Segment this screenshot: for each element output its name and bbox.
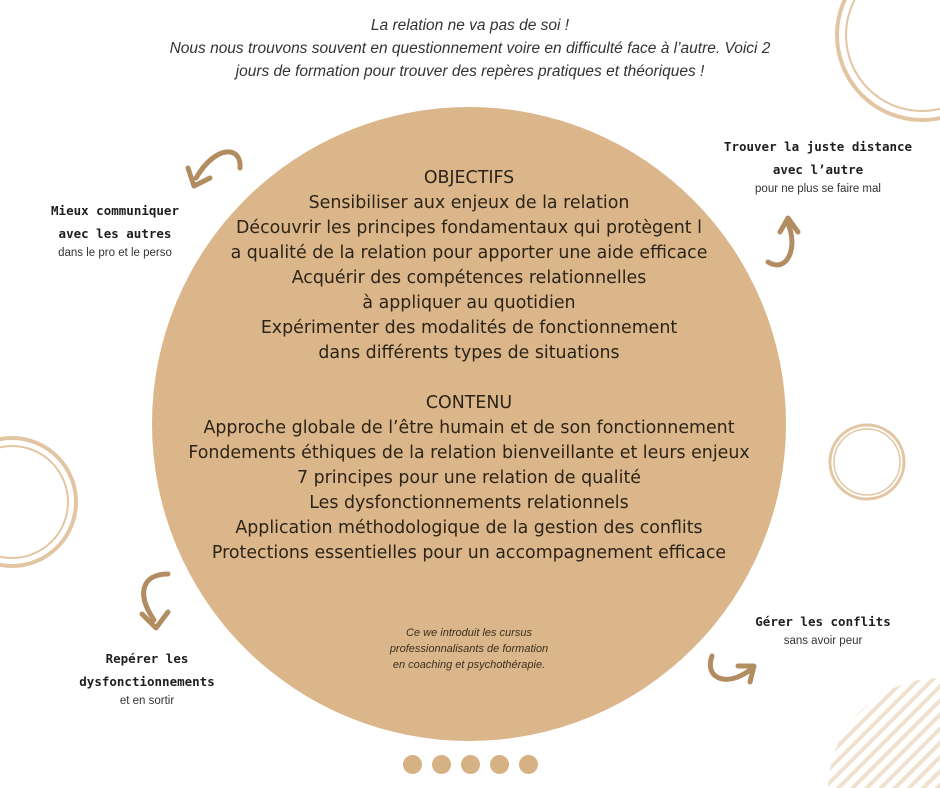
label-gerer-conflits	[738, 610, 908, 650]
curved-arrow-icon	[128, 568, 184, 638]
main-content	[152, 166, 786, 566]
pagination-dot[interactable]	[490, 755, 509, 774]
label-title: Trouver la juste distance	[723, 139, 913, 154]
label-subtitle: sans avoir peur	[783, 635, 863, 647]
objectifs-heading: OBJECTIFS	[423, 168, 515, 188]
pagination-dot[interactable]	[403, 755, 422, 774]
label-title: Repérer les	[105, 651, 189, 666]
contenu-item: Application méthodologique de la gestion des conflits	[235, 518, 703, 538]
pagination-dot[interactable]	[461, 755, 480, 774]
label-reperer-dysfonctionnements	[52, 647, 242, 710]
note-line: en coaching et psychothérapie.	[392, 659, 546, 671]
label-title: avec l’autre	[772, 162, 864, 177]
pagination-dot[interactable]	[432, 755, 451, 774]
label-subtitle: et en sortir	[119, 695, 175, 707]
curved-arrow-icon	[182, 136, 252, 196]
objectif-item: dans différents types de situations	[318, 343, 620, 363]
curved-arrow-icon	[702, 644, 764, 694]
pagination-dot[interactable]	[519, 755, 538, 774]
intro-line: La relation ne va pas de soi !	[370, 17, 570, 34]
label-juste-distance	[712, 135, 924, 198]
cursus-note	[340, 625, 598, 673]
striped-semicircle-decoration	[790, 678, 940, 788]
objectif-item: Découvrir les principes fondamentaux qui protègent l	[236, 218, 702, 238]
contenu-item: Protections essentielles pour un accompagnement efficace	[211, 543, 727, 563]
contenu-heading: CONTENU	[425, 393, 513, 413]
objectif-item: Acquérir des compétences relationnelles	[291, 268, 647, 288]
ring-decoration-left	[0, 432, 82, 572]
intro-line: jours de formation pour trouver des repères pratiques et théoriques !	[235, 63, 705, 80]
note-line: professionnalisants de formation	[389, 643, 549, 655]
label-title: avec les autres	[58, 226, 172, 241]
contenu-item: Approche globale de l’être humain et de son fonctionnement	[203, 418, 735, 438]
objectif-item: Expérimenter des modalités de fonctionnement	[260, 318, 678, 338]
intro-line: Nous nous trouvons souvent en questionnement voire en difficulté face à l’autre. Voici 2	[169, 40, 771, 57]
note-line: Ce we introduit les cursus	[406, 627, 532, 639]
label-subtitle: pour ne plus se faire mal	[755, 183, 881, 195]
objectif-item: a qualité de la relation pour apporter une aide efficace	[230, 243, 708, 263]
contenu-item: Fondements éthiques de la relation bienveillante et leurs enjeux	[188, 443, 750, 463]
pagination-dots	[403, 755, 538, 774]
objectif-item: Sensibiliser aux enjeux de la relation	[308, 193, 630, 213]
label-title: Mieux communiquer	[51, 203, 179, 218]
contenu-item: Les dysfonctionnements relationnels	[309, 493, 629, 513]
intro-text	[60, 14, 880, 83]
contenu-item: 7 principes pour une relation de qualité	[297, 468, 641, 488]
label-subtitle: dans le pro et le perso	[58, 247, 172, 259]
label-title: Gérer les conflits	[755, 614, 891, 629]
label-title: dysfonctionnements	[79, 674, 215, 689]
ring-decoration-right	[825, 420, 909, 504]
objectif-item: à appliquer au quotidien	[362, 293, 576, 313]
curved-arrow-icon	[758, 206, 818, 276]
label-mieux-communiquer	[20, 199, 210, 262]
